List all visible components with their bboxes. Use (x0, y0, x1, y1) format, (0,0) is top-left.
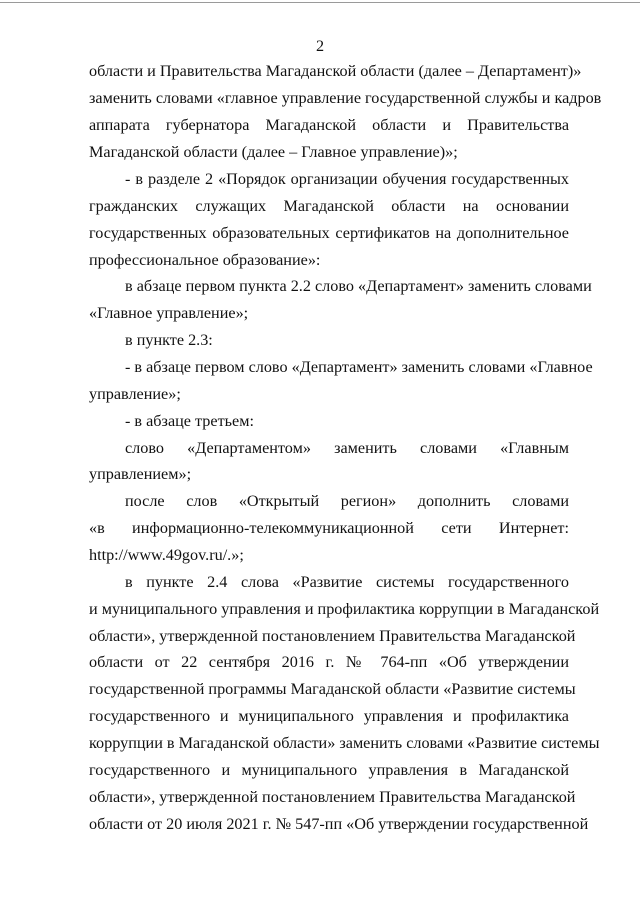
text-line: после слов «Открытый регион» дополнить словами (125, 492, 569, 510)
text-line: - в абзаце первом слово «Департамент» заменить словами «Главное (125, 358, 593, 376)
page-number: 2 (315, 37, 325, 55)
text-line: области от 22 сентября 2016 г. № 764-пп «Об утверждении (89, 653, 569, 671)
text-line: - в абзаце третьем: (125, 412, 254, 430)
text-line: в пункте 2.3: (125, 331, 213, 349)
text-line: «в информационно-телекоммуникационной сети Интернет: (89, 519, 569, 537)
text-line: области от 20 июля 2021 г. № 547-пп «Об утверждении государственной (89, 815, 589, 833)
text-line: управлением»; (89, 465, 192, 483)
text-line: и муниципального управления и профилактика коррупции в Магаданской (89, 600, 600, 618)
text-line: коррупции в Магаданской области» заменить словами «Развитие системы (89, 734, 600, 752)
page-top-edge (0, 2, 640, 3)
text-line: государственных образовательных сертификатов на дополнительное (89, 224, 569, 242)
text-line: http://www.49gov.ru/.»; (89, 546, 244, 564)
text-line: Магаданской области (далее – Главное управление)»; (89, 143, 458, 161)
text-line: области и Правительства Магаданской области (далее – Департамент)» (89, 62, 582, 80)
text-line: «Главное управление»; (89, 304, 249, 322)
text-line: области», утвержденной постановлением Правительства Магаданской (89, 627, 576, 645)
text-line: слово «Департаментом» заменить словами «Главным (125, 439, 569, 457)
text-line: аппарата губернатора Магаданской области и Правительства (89, 116, 569, 134)
text-line: заменить словами «главное управление государственной службы и кадров (89, 89, 602, 107)
text-line: государственного и муниципального управления в Магаданской (89, 761, 569, 779)
text-line: - в разделе 2 «Порядок организации обучения государственных (125, 170, 569, 188)
text-line: в абзаце первом пункта 2.2 слово «Департамент» заменить словами (125, 277, 592, 295)
text-line: области», утвержденной постановлением Правительства Магаданской (89, 788, 576, 806)
text-line: гражданских служащих Магаданской области на основании (89, 197, 569, 215)
text-line: государственной программы Магаданской области «Развитие системы (89, 680, 576, 698)
text-line: государственного и муниципального управления и профилактика (89, 707, 569, 725)
text-line: профессиональное образование»: (89, 251, 321, 269)
text-line: управление»; (89, 385, 181, 403)
text-line: в пункте 2.4 слова «Развитие системы государственного (125, 573, 569, 591)
